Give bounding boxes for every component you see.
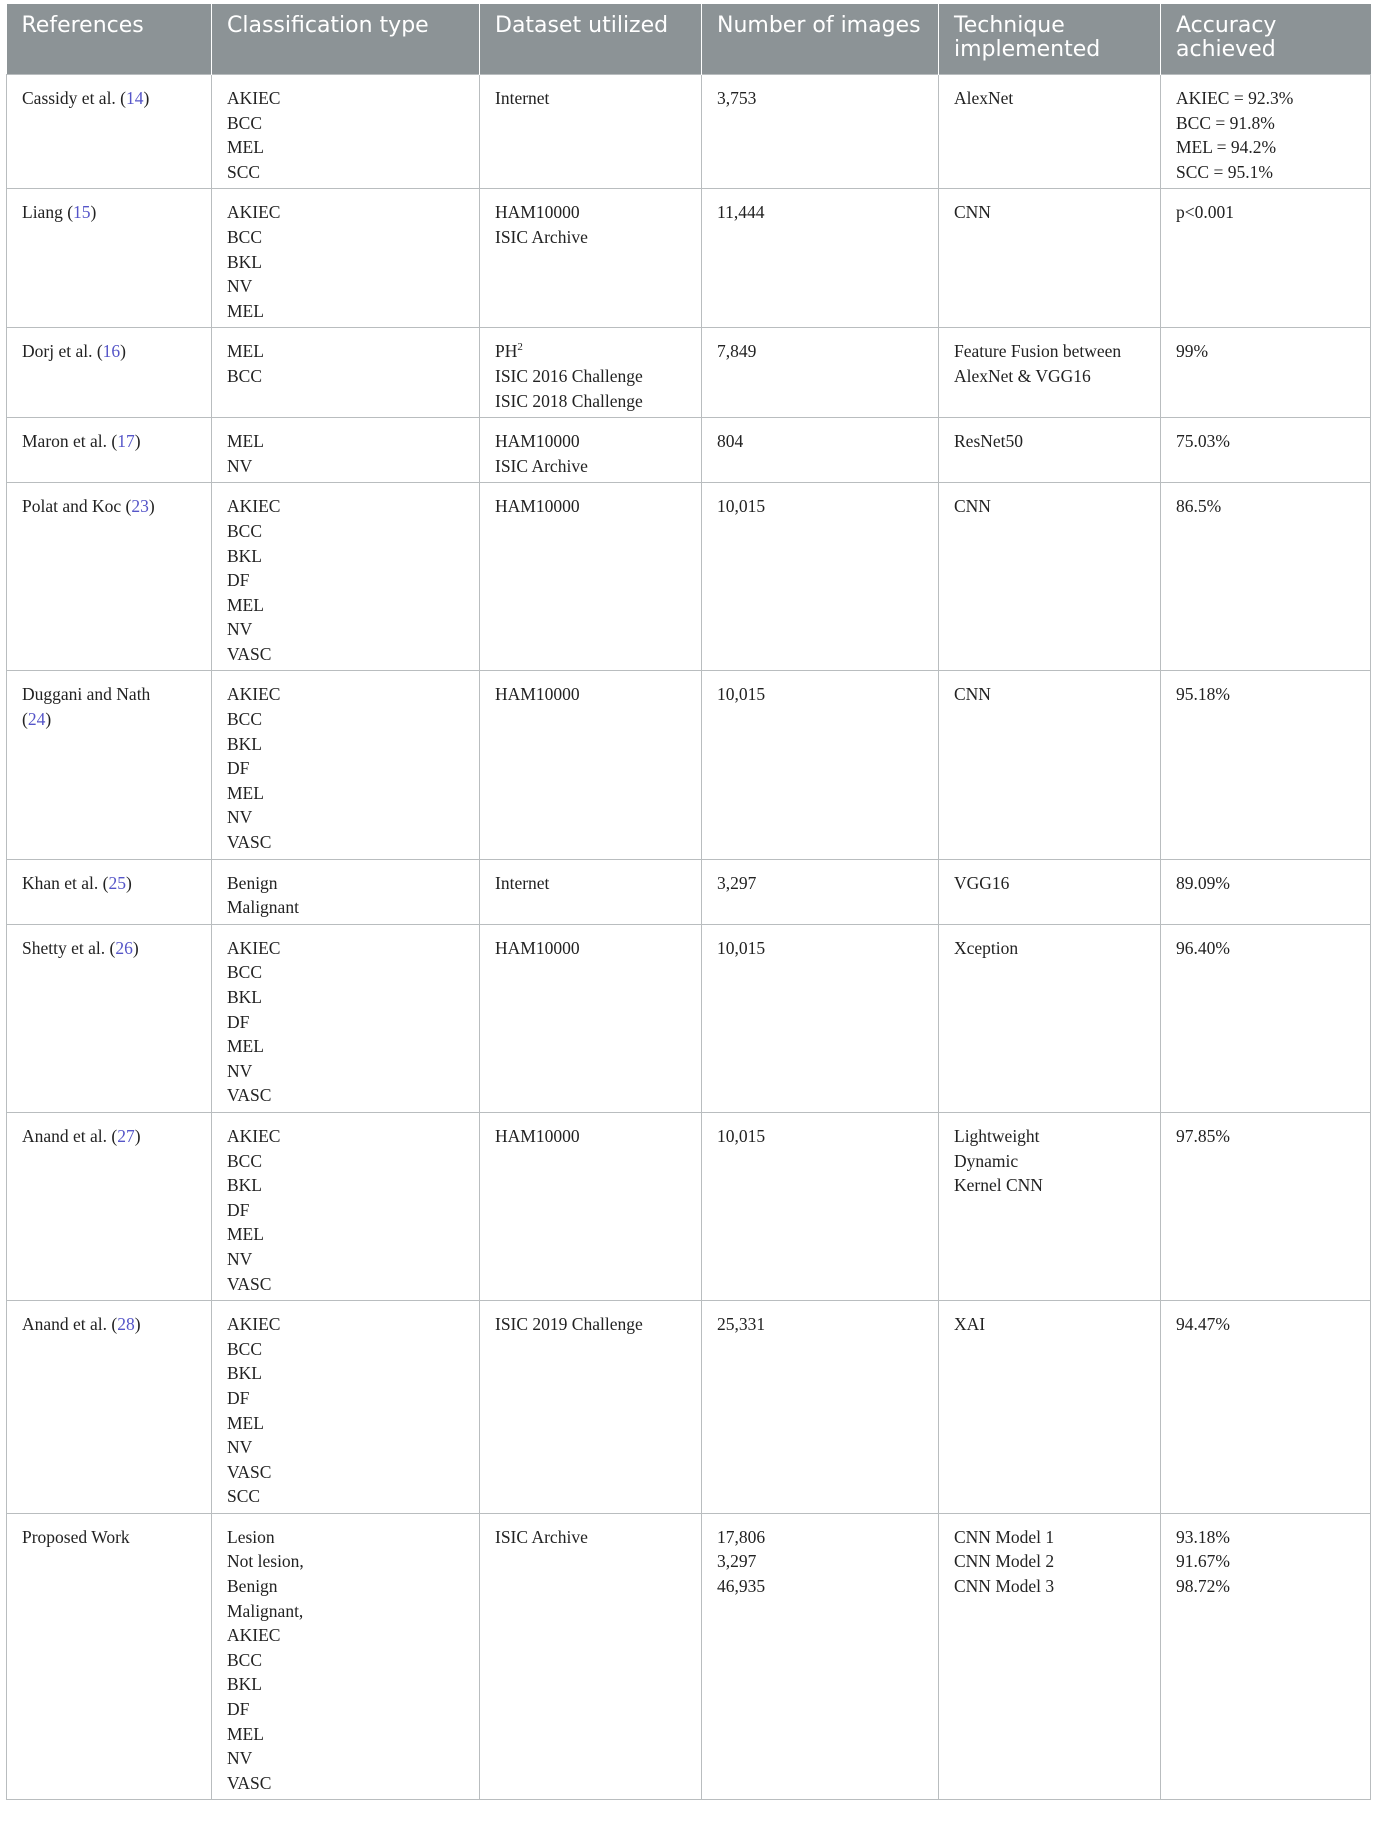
reference-open-paren: ( bbox=[22, 709, 28, 730]
classification-cell-line: BKL bbox=[227, 733, 262, 754]
images-cell bbox=[702, 1301, 939, 1514]
header-dataset-utilized: Dataset utilized bbox=[480, 4, 702, 75]
accuracy-cell-line: 96.40% bbox=[1176, 937, 1230, 958]
classification-cell-line: AKIEC bbox=[227, 684, 281, 705]
accuracy-cell-line: MEL = 94.2% bbox=[1176, 137, 1277, 158]
images-cell bbox=[702, 328, 939, 418]
classification-cell-line: AKIEC bbox=[227, 88, 281, 108]
comparison-table bbox=[6, 4, 1371, 1800]
table-row bbox=[7, 483, 1371, 671]
technique-cell-line: Kernel CNN bbox=[954, 1175, 1043, 1196]
reference-cell bbox=[7, 1513, 212, 1800]
technique-cell-line: VGG16 bbox=[954, 872, 1010, 893]
reference-cell bbox=[7, 671, 212, 859]
classification-cell-line: VASC bbox=[227, 1772, 272, 1793]
classification-cell bbox=[212, 418, 480, 483]
table-header-row bbox=[7, 4, 1371, 75]
dataset-cell-line: Internet bbox=[495, 872, 550, 893]
table-row bbox=[7, 924, 1371, 1112]
technique-cell bbox=[939, 671, 1161, 859]
reference-name: Khan et al. ( bbox=[22, 872, 109, 893]
classification-cell-line: BCC bbox=[227, 226, 263, 247]
reference-cell bbox=[7, 924, 212, 1112]
classification-cell bbox=[212, 924, 480, 1112]
technique-cell-line: Lightweight bbox=[954, 1125, 1040, 1146]
classification-cell bbox=[212, 1513, 480, 1800]
table-row bbox=[7, 859, 1371, 924]
classification-cell-line: NV bbox=[227, 455, 253, 476]
classification-cell-line: AKIEC bbox=[227, 1125, 281, 1146]
reference-name: Maron et al. ( bbox=[22, 431, 118, 452]
accuracy-cell-line: 89.09% bbox=[1176, 872, 1230, 893]
classification-cell-line: NV bbox=[227, 619, 253, 640]
classification-cell bbox=[212, 189, 480, 328]
accuracy-cell-line: 97.85% bbox=[1176, 1125, 1230, 1146]
images-cell-line: 804 bbox=[717, 431, 744, 452]
images-cell-line: 3,297 bbox=[717, 872, 757, 893]
images-cell-line: 11,444 bbox=[717, 202, 765, 223]
classification-cell-line: MEL bbox=[227, 782, 264, 803]
accuracy-cell bbox=[1161, 1112, 1371, 1300]
technique-cell bbox=[939, 483, 1161, 671]
technique-cell bbox=[939, 189, 1161, 328]
classification-cell-line: AKIEC bbox=[227, 496, 281, 517]
header-references: References bbox=[7, 4, 212, 75]
classification-cell-line: AKIEC bbox=[227, 202, 281, 223]
technique-cell-line: Xception bbox=[954, 937, 1019, 958]
classification-cell-line: AKIEC bbox=[227, 1625, 281, 1646]
dataset-cell-line: HAM10000 bbox=[495, 1125, 580, 1146]
classification-cell-line: MEL bbox=[227, 300, 264, 321]
classification-cell-line: SCC bbox=[227, 1486, 261, 1507]
reference-cell bbox=[7, 328, 212, 418]
citation-link[interactable]: 25 bbox=[108, 872, 126, 893]
accuracy-cell bbox=[1161, 189, 1371, 328]
accuracy-cell bbox=[1161, 418, 1371, 483]
technique-cell-line: CNN Model 3 bbox=[954, 1576, 1055, 1597]
header-technique-implemented: Technique implemented bbox=[939, 4, 1161, 75]
reference-close-paren: ) bbox=[120, 341, 126, 362]
technique-cell bbox=[939, 1513, 1161, 1800]
table-row bbox=[7, 189, 1371, 328]
technique-cell-line: CNN Model 2 bbox=[954, 1551, 1055, 1572]
citation-link[interactable]: 16 bbox=[102, 341, 121, 362]
classification-cell-line: NV bbox=[227, 1437, 253, 1458]
technique-cell bbox=[939, 418, 1161, 483]
technique-cell-line: Dynamic bbox=[954, 1150, 1019, 1171]
reference-name: Liang ( bbox=[22, 202, 74, 223]
technique-cell-line: AlexNet bbox=[954, 88, 1014, 108]
classification-cell-line: MEL bbox=[227, 1412, 264, 1433]
dataset-cell bbox=[480, 671, 702, 859]
table-row bbox=[7, 328, 1371, 418]
technique-cell-line: CNN Model 1 bbox=[954, 1526, 1055, 1547]
classification-cell-line: BCC bbox=[227, 962, 263, 983]
classification-cell-line: BCC bbox=[227, 112, 263, 133]
classification-cell-line: NV bbox=[227, 807, 253, 828]
technique-cell bbox=[939, 75, 1161, 189]
reference-close-paren: ) bbox=[90, 202, 97, 223]
classification-cell-line: DF bbox=[227, 1199, 250, 1220]
classification-cell bbox=[212, 1301, 480, 1514]
technique-cell-line: CNN bbox=[954, 202, 991, 223]
dataset-cell-line bbox=[495, 339, 691, 364]
classification-cell-line: BKL bbox=[227, 987, 262, 1007]
classification-cell-line: Not lesion, bbox=[227, 1551, 304, 1572]
technique-cell bbox=[939, 328, 1161, 418]
reference-close-paren: ) bbox=[134, 431, 141, 452]
accuracy-cell-line: 99% bbox=[1176, 341, 1209, 362]
classification-cell-line: Lesion bbox=[227, 1526, 275, 1547]
classification-cell-line: BKL bbox=[227, 1363, 262, 1384]
reference-name: Duggani and Nath bbox=[22, 684, 151, 705]
classification-cell-line: BCC bbox=[227, 365, 263, 386]
header-classification-type: Classification type bbox=[212, 4, 480, 75]
citation-link[interactable]: 15 bbox=[73, 202, 91, 223]
dataset-cell bbox=[480, 328, 702, 418]
classification-cell-line: VASC bbox=[227, 643, 272, 664]
dataset-cell bbox=[480, 75, 702, 189]
dataset-cell-line: HAM10000 bbox=[495, 202, 580, 223]
dataset-cell bbox=[480, 1112, 702, 1300]
dataset-cell-line: ISIC 2018 Challenge bbox=[495, 390, 643, 411]
images-cell-line: 7,849 bbox=[717, 341, 757, 362]
accuracy-cell bbox=[1161, 924, 1371, 1112]
classification-cell-line: BCC bbox=[227, 520, 263, 541]
classification-cell-line: DF bbox=[227, 758, 250, 779]
accuracy-cell bbox=[1161, 1301, 1371, 1514]
images-cell-line: 10,015 bbox=[717, 937, 766, 958]
table-body bbox=[7, 75, 1371, 1800]
citation-link[interactable]: 28 bbox=[117, 1314, 135, 1335]
classification-cell-line: MEL bbox=[227, 594, 264, 615]
classification-cell-line: DF bbox=[227, 1387, 250, 1408]
technique-cell-line: ResNet50 bbox=[954, 431, 1024, 452]
classification-cell-line: MEL bbox=[227, 137, 264, 158]
classification-cell bbox=[212, 483, 480, 671]
dataset-superscript: 2 bbox=[517, 341, 523, 354]
images-cell bbox=[702, 75, 939, 189]
reference-cell bbox=[7, 1301, 212, 1514]
reference-cell bbox=[7, 1112, 212, 1300]
classification-cell-line: BKL bbox=[227, 1175, 262, 1196]
table-row bbox=[7, 418, 1371, 483]
images-cell bbox=[702, 924, 939, 1112]
dataset-cell-line: ISIC 2016 Challenge bbox=[495, 365, 643, 386]
images-cell-line: 3,753 bbox=[717, 88, 757, 108]
dataset-cell-line: HAM10000 bbox=[495, 496, 580, 517]
classification-cell-line: BKL bbox=[227, 545, 262, 566]
classification-cell-line: NV bbox=[227, 1060, 253, 1081]
accuracy-cell-line: 95.18% bbox=[1176, 684, 1230, 705]
citation-link[interactable]: 17 bbox=[117, 431, 135, 452]
accuracy-cell-line: SCC = 95.1% bbox=[1176, 161, 1273, 182]
reference-name: Cassidy et al. ( bbox=[22, 88, 127, 108]
technique-cell bbox=[939, 859, 1161, 924]
classification-cell-line: NV bbox=[227, 1248, 253, 1269]
reference-name: Anand et al. ( bbox=[22, 1314, 118, 1335]
reference-cell bbox=[7, 189, 212, 328]
technique-cell bbox=[939, 924, 1161, 1112]
classification-cell-line: DF bbox=[227, 1699, 250, 1720]
images-cell bbox=[702, 483, 939, 671]
classification-cell-line: BKL bbox=[227, 251, 262, 272]
classification-cell bbox=[212, 671, 480, 859]
dataset-cell-line: HAM10000 bbox=[495, 684, 580, 705]
citation-link[interactable]: 14 bbox=[126, 88, 144, 108]
accuracy-cell-line: AKIEC = 92.3% bbox=[1176, 88, 1294, 108]
technique-cell bbox=[939, 1112, 1161, 1300]
reference-close-paren: ) bbox=[45, 709, 52, 730]
accuracy-cell bbox=[1161, 328, 1371, 418]
classification-cell-line: DF bbox=[227, 1011, 250, 1032]
classification-cell-line: NV bbox=[227, 1748, 253, 1769]
header-number-of-images: Number of images bbox=[702, 4, 939, 75]
technique-cell bbox=[939, 1301, 1161, 1514]
accuracy-cell-line: BCC = 91.8% bbox=[1176, 112, 1275, 133]
technique-cell-line: CNN bbox=[954, 496, 991, 517]
classification-cell-line: Malignant bbox=[227, 897, 299, 918]
accuracy-cell bbox=[1161, 1513, 1371, 1800]
reference-close-paren: ) bbox=[126, 872, 132, 893]
dataset-cell bbox=[480, 1301, 702, 1514]
reference-cell bbox=[7, 483, 212, 671]
classification-cell-line: VASC bbox=[227, 1085, 272, 1106]
dataset-cell-line: Internet bbox=[495, 88, 550, 108]
classification-cell-line: SCC bbox=[227, 161, 261, 182]
accuracy-cell-line: 75.03% bbox=[1176, 431, 1230, 452]
technique-cell-line: Feature Fusion between bbox=[954, 341, 1122, 362]
accuracy-cell-line: 91.67% bbox=[1176, 1551, 1230, 1572]
images-cell-line: 3,297 bbox=[717, 1551, 757, 1572]
dataset-cell-line: HAM10000 bbox=[495, 431, 580, 452]
images-cell-line: 17,806 bbox=[717, 1526, 766, 1547]
dataset-cell-line: ISIC Archive bbox=[495, 1526, 588, 1547]
reference-name: Dorj et al. ( bbox=[22, 341, 103, 362]
classification-cell-line: Malignant, bbox=[227, 1600, 304, 1621]
images-cell bbox=[702, 1112, 939, 1300]
accuracy-cell-line: 94.47% bbox=[1176, 1314, 1230, 1335]
table-row bbox=[7, 75, 1371, 189]
classification-cell-line: MEL bbox=[227, 1723, 264, 1744]
classification-cell-line: MEL bbox=[227, 1036, 264, 1057]
table-row bbox=[7, 1112, 1371, 1300]
reference-close-paren: ) bbox=[134, 1314, 141, 1335]
accuracy-cell-line: 86.5% bbox=[1176, 496, 1222, 517]
dataset-cell bbox=[480, 924, 702, 1112]
dataset-cell bbox=[480, 1513, 702, 1800]
citation-link[interactable]: 27 bbox=[117, 1125, 135, 1146]
images-cell bbox=[702, 1513, 939, 1800]
classification-cell-line: AKIEC bbox=[227, 937, 281, 958]
classification-cell-line: BCC bbox=[227, 709, 263, 730]
images-cell-line: 46,935 bbox=[717, 1576, 766, 1597]
reference-cell bbox=[7, 418, 212, 483]
reference-name: Proposed Work bbox=[22, 1526, 130, 1547]
reference-close-paren: ) bbox=[134, 1125, 141, 1146]
images-cell bbox=[702, 671, 939, 859]
dataset-cell bbox=[480, 189, 702, 328]
reference-name: Anand et al. ( bbox=[22, 1125, 118, 1146]
reference-cell bbox=[7, 75, 212, 189]
images-cell-line: 10,015 bbox=[717, 1125, 766, 1146]
images-cell-line: 25,331 bbox=[717, 1314, 766, 1335]
classification-cell bbox=[212, 1112, 480, 1300]
dataset-cell-line: ISIC Archive bbox=[495, 455, 588, 476]
reference-cell bbox=[7, 859, 212, 924]
technique-cell-line: XAI bbox=[954, 1314, 986, 1335]
dataset-cell-line: HAM10000 bbox=[495, 937, 580, 958]
table-row bbox=[7, 1301, 1371, 1514]
classification-cell-line: Benign bbox=[227, 872, 278, 893]
table-row bbox=[7, 1513, 1371, 1800]
classification-cell-line: MEL bbox=[227, 1224, 264, 1245]
classification-cell-line: AKIEC bbox=[227, 1314, 281, 1335]
dataset-cell bbox=[480, 418, 702, 483]
citation-link[interactable]: 23 bbox=[131, 496, 149, 517]
classification-cell-line: VASC bbox=[227, 1273, 272, 1294]
accuracy-cell bbox=[1161, 671, 1371, 859]
accuracy-cell bbox=[1161, 75, 1371, 189]
reference-name: Polat and Koc ( bbox=[22, 496, 132, 517]
classification-cell bbox=[212, 75, 480, 189]
classification-cell-line: DF bbox=[227, 570, 250, 591]
images-cell bbox=[702, 189, 939, 328]
reference-close-paren: ) bbox=[148, 496, 155, 517]
classification-cell-line: VASC bbox=[227, 832, 272, 853]
citation-link[interactable]: 26 bbox=[115, 937, 133, 958]
technique-cell-line: CNN bbox=[954, 684, 991, 705]
classification-cell bbox=[212, 859, 480, 924]
images-cell-line: 10,015 bbox=[717, 496, 766, 517]
images-cell-line: 10,015 bbox=[717, 684, 766, 705]
classification-cell bbox=[212, 328, 480, 418]
comparison-table-container bbox=[6, 4, 1370, 1800]
classification-cell-line: MEL bbox=[227, 431, 264, 452]
accuracy-cell-line: 93.18% bbox=[1176, 1526, 1230, 1547]
accuracy-cell bbox=[1161, 859, 1371, 924]
dataset-name: PH bbox=[495, 341, 518, 362]
dataset-cell-line: ISIC Archive bbox=[495, 226, 588, 247]
classification-cell-line: MEL bbox=[227, 341, 264, 362]
reference-close-paren: ) bbox=[143, 88, 150, 108]
table-row bbox=[7, 671, 1371, 859]
images-cell bbox=[702, 418, 939, 483]
classification-cell-line: BKL bbox=[227, 1674, 262, 1695]
images-cell bbox=[702, 859, 939, 924]
classification-cell-line: BCC bbox=[227, 1150, 263, 1171]
header-accuracy-achieved: Accuracy achieved bbox=[1161, 4, 1371, 75]
accuracy-cell-line: p<0.001 bbox=[1176, 202, 1234, 223]
dataset-cell bbox=[480, 483, 702, 671]
classification-cell-line: BCC bbox=[227, 1649, 263, 1670]
reference-close-paren: ) bbox=[132, 937, 139, 958]
citation-link[interactable]: 24 bbox=[27, 709, 46, 730]
classification-cell-line: Benign bbox=[227, 1576, 278, 1597]
classification-cell-line: NV bbox=[227, 276, 253, 297]
reference-name: Shetty et al. ( bbox=[22, 937, 116, 958]
technique-cell-line: AlexNet & VGG16 bbox=[954, 365, 1091, 386]
accuracy-cell-line: 98.72% bbox=[1176, 1576, 1230, 1597]
classification-cell-line: BCC bbox=[227, 1338, 263, 1359]
classification-cell-line: VASC bbox=[227, 1461, 272, 1482]
accuracy-cell bbox=[1161, 483, 1371, 671]
dataset-cell-line: ISIC 2019 Challenge bbox=[495, 1314, 643, 1335]
dataset-cell bbox=[480, 859, 702, 924]
